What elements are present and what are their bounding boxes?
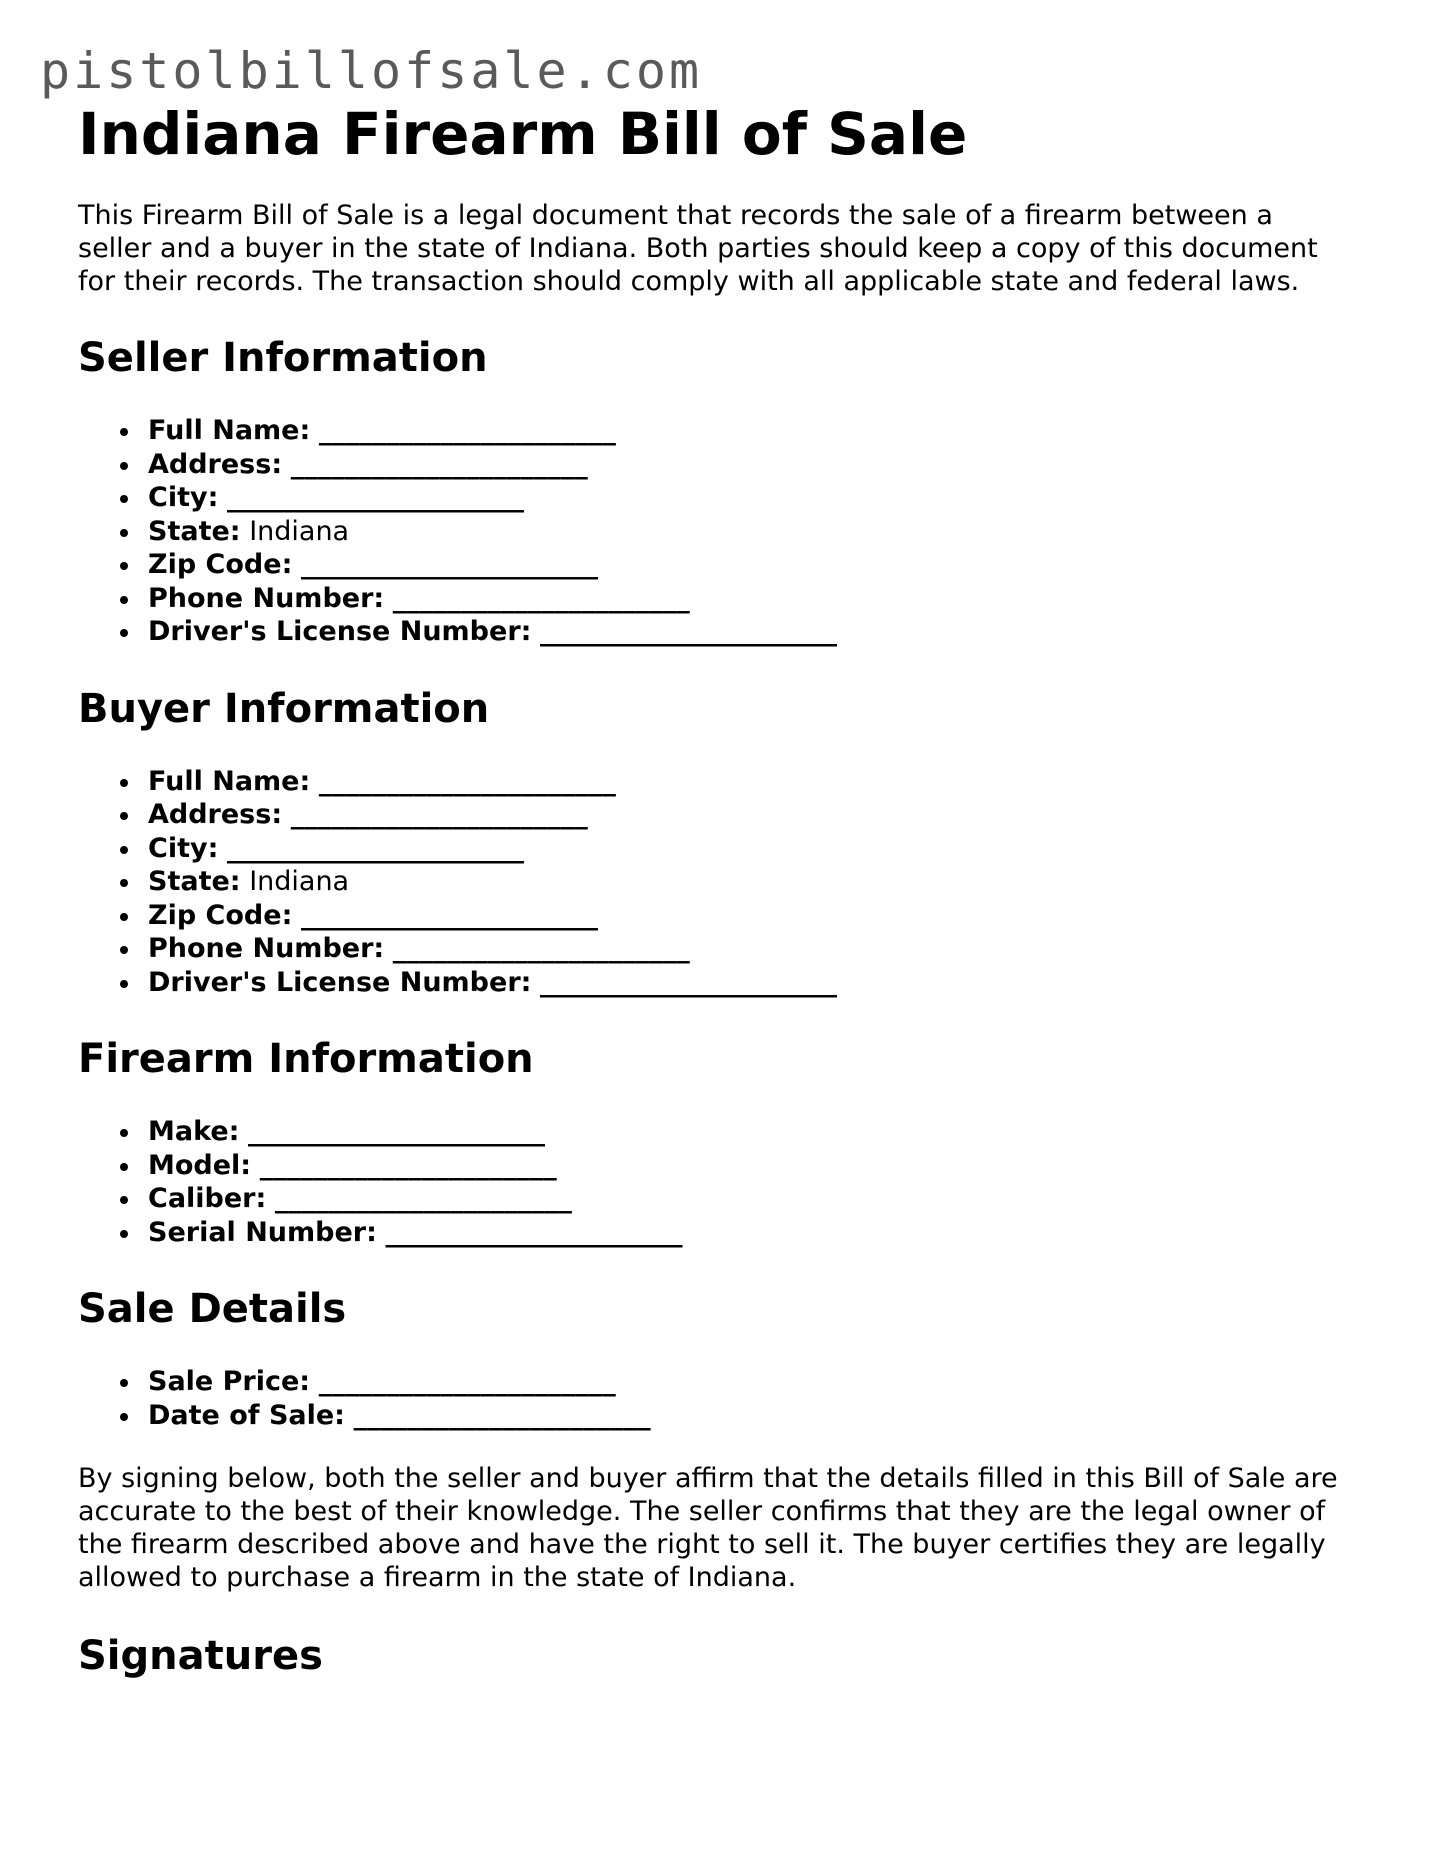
field-label: Zip Code: — [148, 899, 293, 931]
field-blank: ______________________ — [259, 1149, 557, 1181]
field-label: Model: — [148, 1149, 252, 1181]
field-blank: ______________________ — [540, 616, 838, 647]
field-blank: ______________________ — [290, 799, 588, 830]
field-label: Driver's License Number: — [148, 616, 532, 647]
field-label: Caliber: — [148, 1183, 267, 1214]
buyer-fields — [78, 765, 1368, 1000]
field-label: Address: — [148, 799, 283, 830]
seller-phone — [148, 582, 1368, 616]
seller-full-name — [148, 414, 1368, 448]
field-blank: ______________________ — [385, 1216, 683, 1248]
firearm-heading: Firearm Information — [78, 1036, 534, 1082]
sale-date — [148, 1399, 1368, 1433]
sale-price — [148, 1365, 1368, 1399]
field-blank: ______________________ — [226, 482, 524, 513]
field-label: Zip Code: — [148, 549, 293, 580]
field-label: Make: — [148, 1116, 240, 1147]
field-label: Phone Number: — [148, 933, 385, 964]
field-blank: ______________________ — [540, 966, 838, 998]
firearm-make — [148, 1115, 1368, 1149]
field-blank: ______________________ — [248, 1116, 546, 1147]
field-blank: ______________________ — [392, 582, 690, 614]
field-blank: ______________________ — [318, 765, 616, 797]
sale-heading: Sale Details — [78, 1286, 347, 1332]
field-label: Date of Sale: — [148, 1399, 345, 1431]
field-value: Indiana — [249, 515, 350, 547]
field-label: Phone Number: — [148, 582, 385, 614]
field-blank: ______________________ — [392, 933, 690, 964]
field-label: State: — [148, 515, 241, 547]
firearm-serial — [148, 1216, 1368, 1250]
intro-paragraph: This Firearm Bill of Sale is a legal document that records the sale of a firearm between a seller and a buyer in the state of Indiana. Both parties should keep a copy of this document for their records. The transaction should comply with all applicable state and federal laws. — [78, 200, 1318, 297]
seller-state — [148, 515, 1368, 549]
seller-address — [148, 448, 1368, 482]
buyer-zip — [148, 899, 1368, 933]
site-watermark: pistolbillofsale.com — [40, 42, 703, 100]
field-label: Full Name: — [148, 765, 311, 797]
field-blank: ______________________ — [226, 832, 524, 864]
field-blank: ______________________ — [318, 1366, 616, 1397]
document-body — [78, 96, 1368, 1682]
seller-city — [148, 481, 1368, 515]
firearm-fields — [78, 1115, 1368, 1249]
signatures-heading: Signatures — [78, 1633, 323, 1679]
field-label: Address: — [148, 448, 283, 480]
buyer-full-name — [148, 765, 1368, 799]
buyer-license — [148, 966, 1368, 1000]
affirmation-paragraph: By signing below, both the seller and buyer affirm that the details filled in this Bill of Sale are accurate to the best of their knowledge. The seller confirms that they are the legal owner of the firearm described above and have the right to sell it. The buyer certifies they are legally allowed to purchase a firearm in the state of Indiana. — [78, 1463, 1338, 1593]
buyer-address — [148, 798, 1368, 832]
field-blank: ______________________ — [353, 1399, 651, 1431]
field-blank: ______________________ — [300, 549, 598, 580]
field-label: City: — [148, 832, 219, 864]
field-label: Serial Number: — [148, 1216, 377, 1248]
field-label: City: — [148, 482, 219, 513]
buyer-city — [148, 832, 1368, 866]
seller-fields — [78, 414, 1368, 649]
buyer-state — [148, 865, 1368, 899]
field-value: Indiana — [249, 866, 350, 897]
field-blank: ______________________ — [274, 1183, 572, 1214]
field-label: Driver's License Number: — [148, 966, 532, 998]
sale-fields — [78, 1365, 1368, 1432]
seller-zip — [148, 548, 1368, 582]
field-blank: ______________________ — [318, 415, 616, 446]
seller-heading: Seller Information — [78, 335, 488, 381]
field-label: State: — [148, 866, 241, 897]
field-label: Full Name: — [148, 415, 311, 446]
buyer-phone — [148, 932, 1368, 966]
firearm-caliber — [148, 1182, 1368, 1216]
field-blank: ______________________ — [290, 448, 588, 480]
document-title: Indiana Firearm Bill of Sale — [78, 100, 968, 168]
firearm-model — [148, 1149, 1368, 1183]
seller-license — [148, 615, 1368, 649]
field-label: Sale Price: — [148, 1366, 311, 1397]
field-blank: ______________________ — [300, 899, 598, 931]
buyer-heading: Buyer Information — [78, 685, 490, 732]
